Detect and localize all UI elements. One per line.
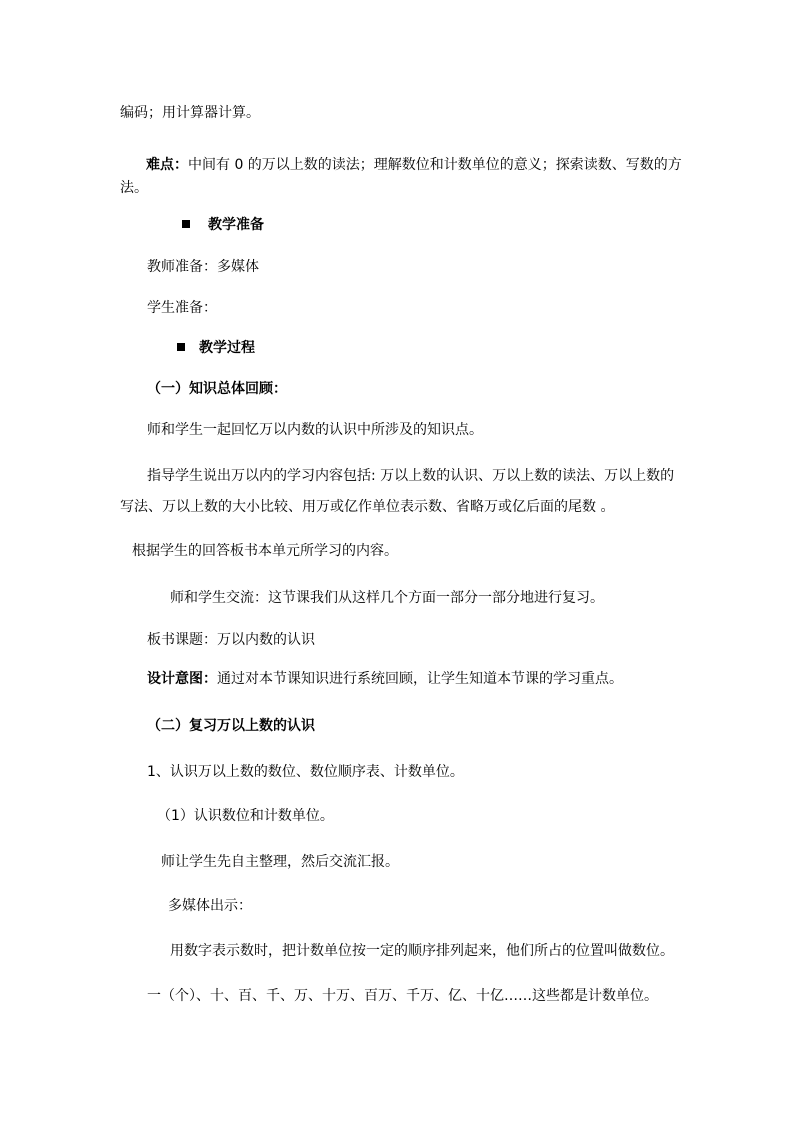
heading-text: 教学过程 bbox=[199, 340, 255, 356]
square-bullet-icon bbox=[177, 343, 185, 351]
text-line: 用数字表示数时，把计数单位按一定的顺序排列起来，他们所占的位置叫做数位。 bbox=[170, 943, 674, 959]
text-line: 教师准备：多媒体 bbox=[147, 259, 259, 275]
text-line: 多媒体出示： bbox=[168, 898, 252, 914]
design-intent-label: 设计意图： bbox=[147, 671, 217, 687]
key-difficulty-line bbox=[146, 155, 682, 175]
text-line: 板书课题：万以内数的认识 bbox=[147, 632, 315, 648]
heading-teaching-process bbox=[177, 338, 255, 358]
text-line: 写法、万以上数的大小比较、用万或亿作单位表示数、省略万或亿后面的尾数 。 bbox=[120, 499, 615, 515]
text-line: 根据学生的回答板书本单元所学习的内容。 bbox=[132, 543, 398, 559]
design-intent-line bbox=[147, 669, 623, 689]
text-line: 指导学生说出万以内的学习内容包括: 万以上数的认识、万以上数的读法、万以上数的 bbox=[147, 468, 675, 484]
text-line: 法。 bbox=[120, 180, 148, 196]
difficulty-text: 中间有 0 的万以上数的读法；理解数位和计数单位的意义；探索读数、写数的方 bbox=[188, 157, 682, 173]
square-bullet-icon bbox=[182, 220, 190, 228]
design-intent-text: 通过对本节课知识进行系统回顾，让学生知道本节课的学习重点。 bbox=[217, 671, 623, 687]
section-heading: （二）复习万以上数的认识 bbox=[147, 718, 315, 734]
section-heading: （一）知识总体回顾： bbox=[147, 381, 287, 397]
text-line: 一（个）、十、百、千、万、十万、百万、千万、亿、十亿……这些都是计数单位。 bbox=[147, 988, 658, 1004]
heading-text: 教学准备 bbox=[208, 217, 264, 233]
text-line: 师和学生交流：这节课我们从这样几个方面一部分一部分地进行复习。 bbox=[170, 590, 604, 606]
text-line: 师让学生先自主整理，然后交流汇报。 bbox=[161, 854, 399, 870]
text-line: （1）认识数位和计数单位。 bbox=[157, 808, 334, 824]
text-line: 师和学生一起回忆万以内数的认识中所涉及的知识点。 bbox=[147, 422, 483, 438]
text-line: 编码；用计算器计算。 bbox=[120, 105, 260, 121]
heading-teaching-prep bbox=[182, 215, 264, 235]
text-line: 学生准备： bbox=[147, 300, 217, 316]
text-line: 1、认识万以上数的数位、数位顺序表、计数单位。 bbox=[147, 764, 464, 780]
difficulty-label: 难点： bbox=[146, 157, 188, 173]
